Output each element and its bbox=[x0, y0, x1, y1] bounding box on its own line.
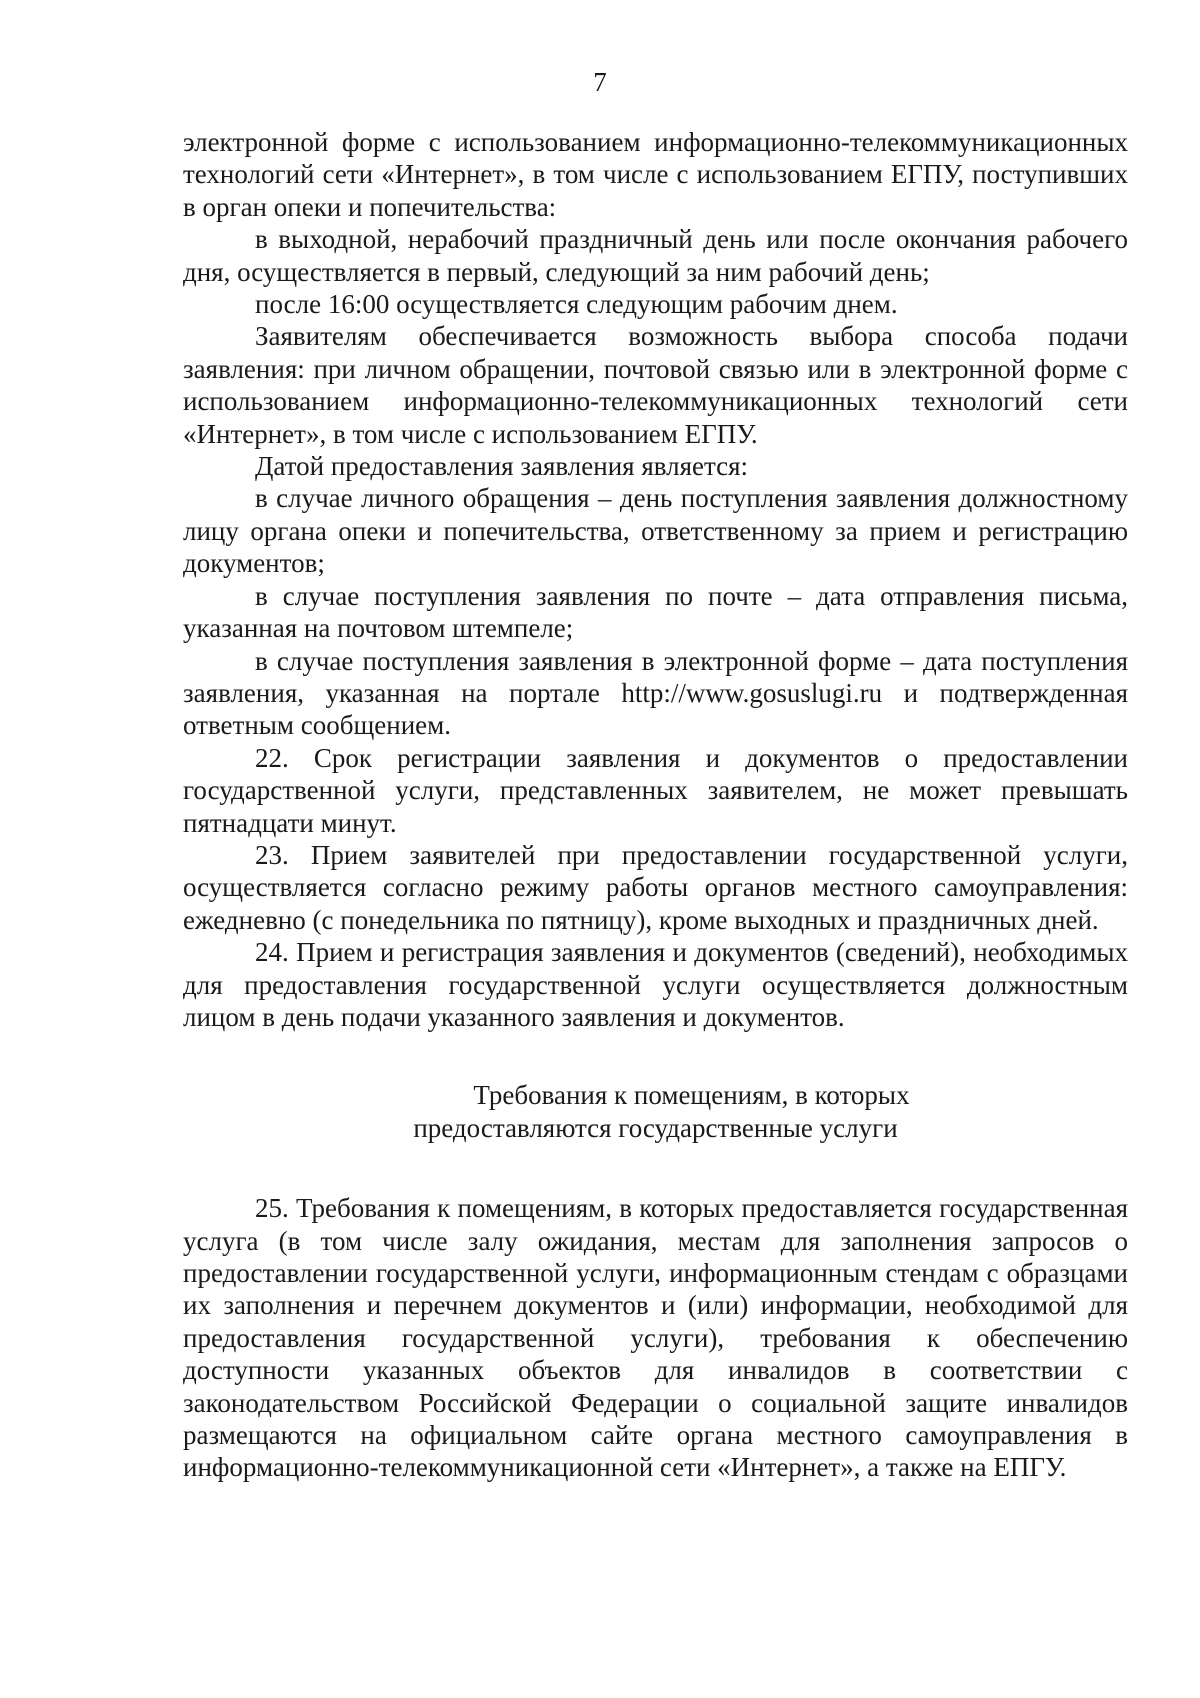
spacer bbox=[183, 1144, 1128, 1192]
paragraph: в случае поступления заявления в электронной форме – дата поступления заявления, указанная на портале http://www.gosuslugi.ru и подтвержденная ответным сообщением. bbox=[183, 645, 1128, 741]
paragraph: в случае личного обращения – день поступления заявления должностному лицу органа опеки и попечительства, ответственному за прием и регистрацию документов; bbox=[183, 483, 1128, 579]
paragraph: после 16:00 осуществляется следующим рабочим днем. bbox=[255, 289, 898, 320]
paragraph-clause-25: 25. Требования к помещениям, в которых предоставляется государственная услуга (в том числе залу ожидания, местам для заполнения запросов о предоставлении государственной услуги, информационным стендам с образцами их заполнения и перечнем документов и (или) информации, необходимой для предоставления государственной услуги), требования к обеспечению доступности указанных объектов для инвалидов в соответствии с законодательством Российской Федерации о социальной защите инвалидов размещаются на официальном сайте органа местного самоуправления в информационно-телекоммуникационной сети «Интернет», а также на ЕПГУ. bbox=[183, 1193, 1128, 1483]
paragraph: в случае поступления заявления по почте – дата отправления письма, указанная на почтовом штемпеле; bbox=[183, 580, 1128, 644]
paragraph: в выходной, нерабочий праздничный день или после окончания рабочего дня, осуществляется в первый, следующий за ним рабочий день; bbox=[183, 224, 1128, 287]
paragraph-clause-22: 22. Срок регистрации заявления и документов о предоставлении государственной услуги, представленных заявителем, не может превышать пятнадцати минут. bbox=[183, 742, 1128, 838]
spacer bbox=[183, 1033, 1128, 1079]
paragraph: Датой предоставления заявления является: bbox=[255, 451, 749, 482]
document-body bbox=[183, 126, 1128, 1484]
page-number: 7 bbox=[593, 67, 607, 97]
paragraph-clause-23: 23. Прием заявителей при предоставлении государственной услуги, осуществляется согласно режиму работы органов местного самоуправления: ежедневно (с понедельника по пятницу), кроме выходных и праздничных дней. bbox=[183, 839, 1128, 935]
paragraph: Заявителям обеспечивается возможность выбора способа подачи заявления: при личном обращении, почтовой связью или в электронной форме с использованием информационно-телекоммуникационных технологий сети «Интернет», в том числе с использованием ЕГПУ. bbox=[183, 321, 1128, 449]
paragraph-clause-24: 24. Прием и регистрация заявления и документов (сведений), необходимых для предоставления государственной услуги осуществляется должностным лицом в день подачи указанного заявления и документов. bbox=[183, 937, 1128, 1032]
section-heading: Требования к помещениям, в которых предоставляются государственные услуги bbox=[413, 1080, 910, 1143]
paragraph: электронной форме с использованием информационно-телекоммуникационных технологий сети «Интернет», в том числе с использованием ЕГПУ, поступивших в орган опеки и попечительства: bbox=[183, 127, 1128, 222]
